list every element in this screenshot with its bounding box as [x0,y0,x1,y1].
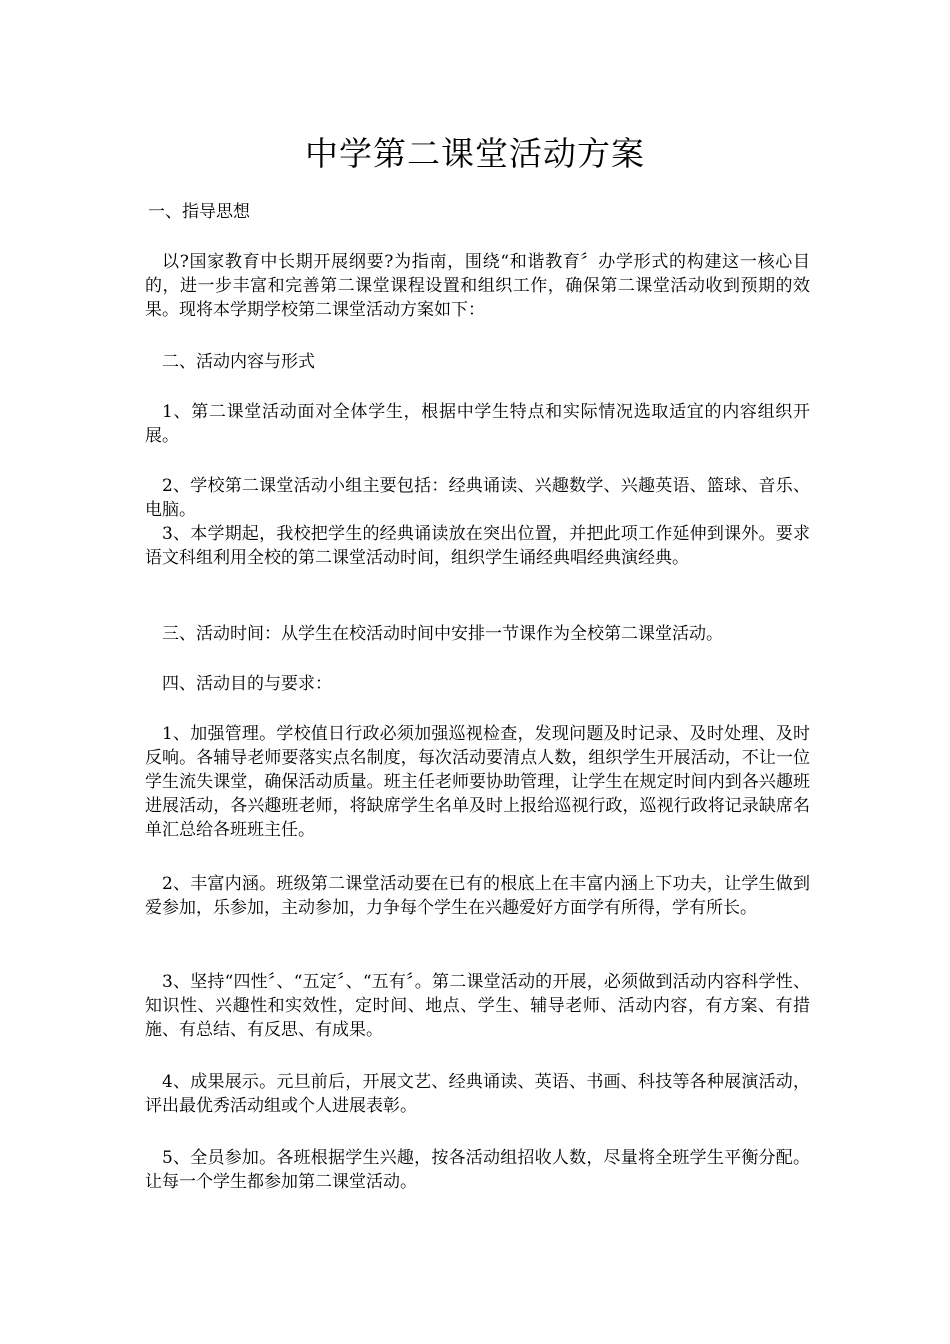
section-4-heading: 四、活动目的与要求： [162,674,332,694]
section-4-item-4: 4、成果展示。元旦前后，开展文艺、经典诵读、英语、书画、科技等各种展演活动，评出最优秀活动组或个人进展表彰。 [145,1072,810,1116]
section-2-heading: 二、活动内容与形式 [162,352,315,372]
section-2-item-1: 1、第二课堂活动面对全体学生，根据中学生特点和实际情况选取适宜的内容组织开展。 [145,402,810,446]
section-1-heading: 一、指导思想 [148,202,250,222]
section-1-paragraph: 以?国家教育中长期开展纲要?为指南，围绕“和谐教育〞办学形式的构建这一核心目的，进一步丰富和完善第二课堂课程设置和组织工作，确保第二课堂活动收到预期的效果。现将本学期学校第二课堂活动方案如下： [145,252,810,320]
section-4-item-2: 2、丰富内涵。班级第二课堂活动要在已有的根底上在丰富内涵上下功夫，让学生做到爱参加，乐参加，主动参加，力争每个学生在兴趣爱好方面学有所得，学有所长。 [145,874,810,918]
section-2-item-2: 2、学校第二课堂活动小组主要包括：经典诵读、兴趣数学、兴趣英语、篮球、音乐、电脑。 [145,476,810,520]
section-4-item-5: 5、全员参加。各班根据学生兴趣，按各活动组招收人数，尽量将全班学生平衡分配。让每一个学生都参加第二课堂活动。 [145,1148,810,1192]
section-2-item-3: 3、本学期起，我校把学生的经典诵读放在突出位置，并把此项工作延伸到课外。要求语文科组利用全校的第二课堂活动时间，组织学生诵经典唱经典演经典。 [145,524,810,568]
section-4-item-1: 1、加强管理。学校值日行政必须加强巡视检查，发现问题及时记录、及时处理、及时反响。各辅导老师要落实点名制度，每次活动要清点人数，组织学生开展活动，不让一位学生流失课堂，确保活动质量。班主任老师要协助管理，让学生在规定时间内到各兴趣班进展活动，各兴趣班老师，将缺席学生名单及时上报给巡视行政，巡视行政将记录缺席名单汇总给各班班主任。 [145,724,810,840]
document-title: 中学第二课堂活动方案 [305,134,645,173]
section-3-heading: 三、活动时间：从学生在校活动时间中安排一节课作为全校第二课堂活动。 [162,624,723,644]
section-4-item-3: 3、坚持“四性〞、“五定〞、“五有〞。第二课堂活动的开展，必须做到活动内容科学性、知识性、兴趣性和实效性，定时间、地点、学生、辅导老师、活动内容，有方案、有措施、有总结、有反思、有成果。 [145,972,810,1040]
